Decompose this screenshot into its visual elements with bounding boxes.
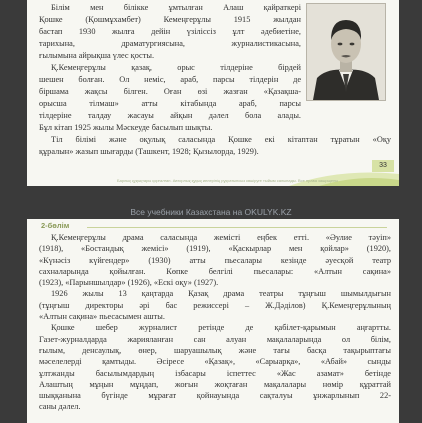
text-line: (1918), «Бостандық жемісі» (1919), «Қаскырлар мен қойлар» (1920),	[39, 244, 391, 254]
text-line: тілдеріне талдау жасауы айқын дәлел бола алады.	[39, 111, 301, 120]
text-line: Бұл кітап 1925 жылы Мәскеуде басылып шықты.	[39, 123, 213, 132]
text-line: 1926 жылы 13 қаңтарда Қазақ драма театры тұңғыш шымылдығын	[51, 289, 391, 299]
text-line: Газет-журналдарда жарияланған сан алуан мақалаларында ол білім,	[39, 334, 391, 344]
text-line: Тіл білімі және оқулық саласында Қошке екі кітаптан тұратын «Оқу	[51, 135, 391, 144]
text-line: орысша тілмаш» атты кітабында араб, парсы	[39, 99, 301, 108]
text-line: біршама жақсы білген. Оған өзі жазған «Қазақша-	[39, 87, 301, 96]
text-line: шешен болған. Ол неміс, араб, парсы тілдерін де	[39, 75, 301, 84]
text-line: тарихына, драматургиясына, журналистикасына,	[39, 39, 301, 48]
text-line: Қошке шебер журналист ретінде де қабілет-қарымын аңғартты.	[51, 323, 391, 333]
drama-journalism-text	[39, 232, 391, 413]
text-line: сахналарында қойылған. Көпке белгілі пьесалары: «Алтын сақина»	[39, 266, 391, 276]
text-line: Білім мен білікке ұмтылған Алаш қайраткері	[51, 3, 301, 12]
page-number: 33	[372, 160, 394, 172]
section-label: 2-бөлім	[41, 221, 70, 230]
text-line: бастап 1930 жылға дейін үзіліссіз ұлт әдебиетіне,	[39, 27, 301, 36]
study-guide-text	[39, 134, 391, 158]
text-line: ғылымына айрықша үлес қосты.	[39, 51, 155, 60]
text-line: «Алтын сақина» пьесасымен ашты.	[39, 312, 165, 322]
text-line: құралын» жазып шығарды (Ташкент, 1928; Қызылорда, 1929).	[39, 147, 259, 156]
text-line: ұлтжанды басылымдардың ізбасары іспеттес «Жас азамат» бетінде	[39, 368, 391, 378]
textbook-page-bottom	[27, 219, 399, 423]
text-line: (тұңғыш директоры әрі бас режиссері – Ж.Дәділов) Қ.Кемеңгерұлының	[39, 300, 391, 310]
text-line: Қошке (Қошмұхамбет) Кемеңгерұлы 1915 жылдан	[39, 15, 301, 24]
site-watermark: Все учебники Казахстана на OKULYK.KZ	[130, 207, 292, 217]
text-line: саны дәлел.	[39, 402, 81, 412]
text-line: Қ.Кемеңгерұлы драма саласында жемісті еңбек етті. «Әулие тәуіп»	[51, 233, 391, 242]
text-line: Алаштың мұңын мұңдап, жоғын жоқтаған мақалалары нөмір құраттай	[39, 379, 391, 389]
text-line: шыққанына бүгінде мұрағат қойнауында сақталуы ұнжарлынып 22-	[39, 391, 391, 401]
text-line: ғылым, денсаулық, өнер, шаруашылық және тағы басқа тақырыптағы	[39, 345, 391, 355]
portrait-photo	[306, 3, 386, 101]
text-line: «Күнәсіз күйгендер» (1930) атты пьесалары кезінде әуесқой театр	[39, 255, 391, 265]
textbook-page-top	[27, 0, 399, 186]
text-line: (1923), «Парыншылдар» (1926), «Ескі оқу» (1927).	[39, 278, 219, 288]
intro-column-text	[39, 2, 301, 134]
text-line: Қ.Кемеңгерұлы қазақ, орыс тілдеріне бірдей	[51, 63, 301, 72]
section-divider	[87, 227, 387, 228]
copyright-footer: Барлық құқықтары қорғалған. Авторлық құқық иелерінің рұқсатынсыз көшіруге тыйым салынады. Все права защищены	[117, 178, 339, 183]
text-line: мәселелерді қамтыды. Әсіресе «Қазақ», «Сарыарқа», «Абай» сынды	[39, 357, 391, 367]
